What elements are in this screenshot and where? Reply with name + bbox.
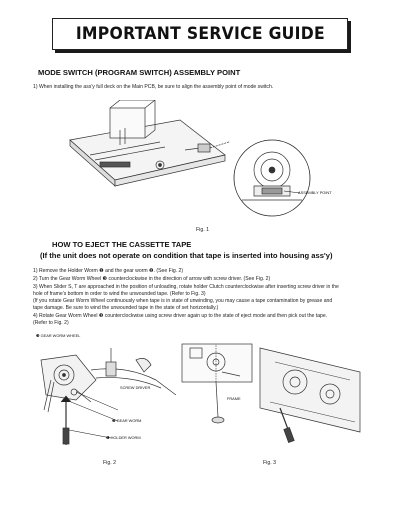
eject-step-3-note-cont: tape damage. Be sure to wind the unwounded tape in the state of set horizontally.) xyxy=(33,305,219,311)
frame-label: FRAME xyxy=(227,396,241,401)
holder-worm-label: ❶ HOLDER WORM xyxy=(106,435,141,440)
fig1-deck-illustration xyxy=(60,100,230,210)
eject-step-3: 3) When Slider S, T are approached in the position of unloading, rotate holder Clutch counterclockwise after inserting screw driver in the xyxy=(33,284,339,290)
eject-step-3-note: (If you rotate Gear Worm Wheel continuously when tape is in state of unwinding, you may cause a tape contamination by grease and xyxy=(33,298,333,304)
fig2-caption: Fig. 2 xyxy=(103,460,116,466)
eject-step-2: 2) Turn the Gear Worm Wheel ❸ counterclockwise in the direction of arrow with screw driver. (See Fig. 2) xyxy=(33,276,271,282)
assembly-point-label: ASSEMBLY POINT xyxy=(298,190,332,195)
eject-step-4: 4) Rotate Gear Worm Wheel ❸ counterclockwise using screw driver again up to the state of eject mode and then pick out the tape. xyxy=(33,313,328,319)
eject-step-1: 1) Remove the Holder Worm ❶ and the gear worm ❷. (See Fig. 2) xyxy=(33,268,184,274)
title-banner xyxy=(52,18,348,50)
gear-worm-wheel-label: ❸ GEAR WORM WHEEL xyxy=(36,333,81,338)
fig1-callout-detail xyxy=(232,138,352,220)
fig3-illustration xyxy=(180,342,370,450)
eject-step-3-cont: hole of frame's bottom in order to wind the unwounded tape. (Refer to Fig. 3) xyxy=(33,291,206,297)
eject-heading: HOW TO EJECT THE CASSETTE TAPE xyxy=(52,240,192,249)
eject-subheading: (If the unit does not operate on condition that tape is inserted into housing ass'y) xyxy=(40,251,333,260)
page-title: IMPORTANT SERVICE GUIDE xyxy=(75,24,325,44)
screw-driver-label: SCREW DRIVER xyxy=(120,385,151,390)
fig1-caption: Fig. 1 xyxy=(196,227,209,233)
mode-switch-step: 1) When installing the ass'y full deck on the Main PCB, be sure to align the assembly point of mode switch. xyxy=(33,84,274,90)
mode-switch-heading: MODE SWITCH (PROGRAM SWITCH) ASSEMBLY POINT xyxy=(38,68,241,77)
fig3-caption: Fig. 3 xyxy=(263,460,276,466)
gear-worm-label: ❷ GEAR WORM xyxy=(112,418,142,423)
eject-step-4-cont: (Refer to Fig. 2) xyxy=(33,320,69,326)
fig2-illustration xyxy=(36,340,186,450)
